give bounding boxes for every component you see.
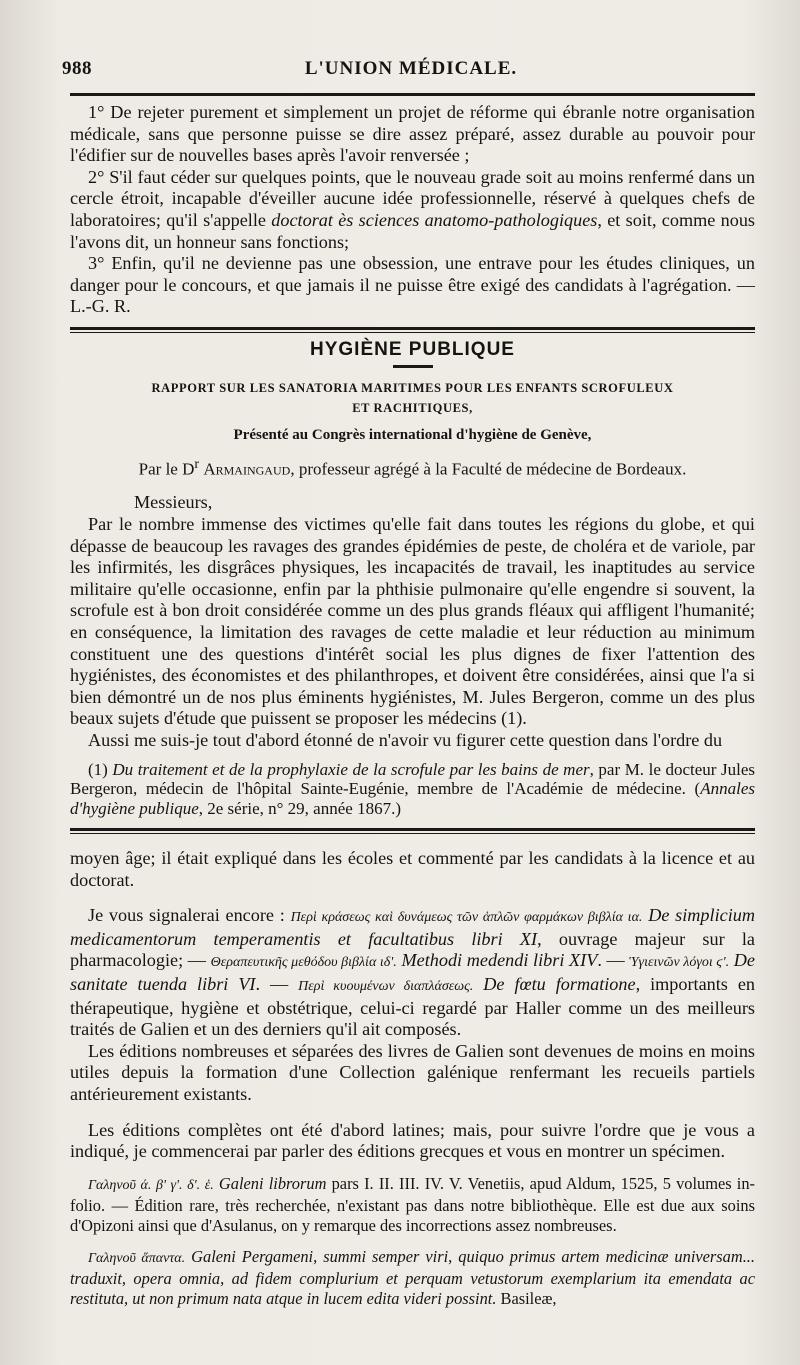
continuation-paragraph-4: Les éditions complètes ont été d'abord latines; mais, pour suivre l'ordre que je vous a indiqué, je commencerai par parler des éditions grecques et vous en montrer un spécimen. xyxy=(70,1119,755,1162)
page-break-divider xyxy=(70,828,755,834)
continuation-paragraph-1: moyen âge; il était expliqué dans les écoles et commenté par les candidats à la licence et au doctorat. xyxy=(70,848,755,890)
author-affiliation: , professeur agrégé à la Faculté de médecine de Bordeaux. xyxy=(290,459,687,479)
intro-paragraph-3: 3° Enfin, qu'il ne devienne pas une obsession, une entrave pour les études cliniques, un danger pour le concours, et que jamais il ne puisse être exigé des candidats à l'agrégation. — L.-G. R. xyxy=(70,253,755,317)
intro-paragraph-1: 1° De rejeter purement et simplement un projet de réforme qui ébranle notre organisation médicale, sans que personne puisse se dire assez préparé, assez durable au pouvoir pour l'édifier sur de nouvelles bases après l'avoir renversée ; xyxy=(70,102,755,166)
biblio-1-greek: Γαληνοῦ ά. β' γ'. δ'. ἑ. xyxy=(88,1177,214,1193)
continuation-paragraph-3: Les éditions nombreuses et séparées des livres de Galien sont devenues de moins en moins utiles depuis la formation d'une Collection galénique renfermant les recueils partiels antérieurement existants. xyxy=(70,1040,755,1104)
intro-p2-text-b: , et soit, comme nous l'avons dit, un honneur sans fonctions; xyxy=(70,209,756,252)
footnote-title: Du traitement et de la prophylaxie de la scrofule par les bains de mer xyxy=(112,759,590,779)
biblio-1-text: pars I. II. III. IV. V. Venetiis, apud Aldum, 1525, 5 volumes in-folio. — Édition rare, très recherchée, n'existant pas dans notre bibliothèque. Elle est due aux soins d'Opizoni ainsi que d'Asulanus, on y remarque des incorrections assez nombreuses. xyxy=(70,1173,756,1235)
author-line xyxy=(70,454,755,480)
cont-p2-f: De sanitate tuenda libri VI xyxy=(70,950,756,994)
cont-p2-h: De fœtu formatione xyxy=(473,973,636,994)
cont-p2-b: De simplicium medicamentorum temperamentis et facultatibus libri XI xyxy=(70,905,755,949)
section-title: HYGIÈNE PUBLIQUE xyxy=(310,338,515,360)
cont-p2-g: . — xyxy=(255,973,299,994)
cont-p2-e: . — xyxy=(597,950,630,971)
break-rule-thick xyxy=(70,828,755,831)
cont-p2-i: , importants en thérapeutique, hygiène et obstétrique, celui-ci regardé par Haller comme un des meilleurs traités de Galien et un des derniers qu'il ait composés. xyxy=(70,973,755,1040)
break-rule-thin xyxy=(70,833,755,834)
section-divider xyxy=(70,327,755,333)
page-number: 988 xyxy=(62,58,92,79)
presented-line: Présenté au Congrès international d'hygiène de Genève, xyxy=(233,426,592,443)
biblio-2-greek: Γαληνοῦ ἅπαντα. xyxy=(88,1250,186,1266)
page-header xyxy=(62,58,760,86)
section-rule-thin xyxy=(70,332,755,333)
cont-p2-d: Methodi medendi libri XIV xyxy=(396,950,598,971)
speech-paragraph-1: Par le nombre immense des victimes qu'elle fait dans toutes les régions du globe, et qui dépasse de beaucoup les ravages des grandes épidémies de peste, de choléra et de variole, par les infirmités, les disgrâces physiques, les incapacités de travail, les inaptitudes au service militaire qu'elle occasionne, enfin par la phthisie pulmonaire qu'elle engendre si souvent, la scrofule est à bon droit considérée comme un des plus grands fléaux qui affligent l'humanité; en conséquence, la limitation des ravages de cette maladie et leur réduction au minimum constituent une des questions d'intérêt social les plus dignes de fixer l'attention des hygiénistes, des économistes et des philanthropes, et doivent être considérées, ainsi que l'a si bien démontré un de nos plus éminents hygiénistes, M. Jules Bergeron, comme un des plus beaux sujets d'étude que puissent se proposer les médecins (1). xyxy=(70,513,755,729)
cont-p2-a: Je vous signalerai encore : xyxy=(88,905,291,926)
biblio-2-title: Galeni Pergameni, summi semper viri, quiquo primus artem medicinæ universam... traduxit, opera omnia, ad fidem complurium et perquam vetustorum exemplarium ita emendata ac restituta, ut non primum nata atque in lucem edita videri possint. xyxy=(70,1246,755,1308)
biblio-2-text: Basileæ, xyxy=(496,1288,557,1308)
footnote-text-2: , 2e série, n° 29, année 1867.) xyxy=(198,798,401,818)
continuation-paragraph-2 xyxy=(70,905,755,1041)
report-title-line-2: ET RACHITIQUES, xyxy=(352,400,473,415)
article-body xyxy=(70,102,755,1309)
cont-p2-greek-1: Περὶ κράσεως καὶ δυνάμεως τῶν ἁπλῶν φαρμάκων βιβλία ια. xyxy=(290,910,643,926)
author-prefix: Par le D xyxy=(138,459,195,479)
intro-paragraph-2 xyxy=(70,167,755,253)
cont-p2-greek-3: Ὑγιεινῶν λόγοι ϛ'. xyxy=(629,955,730,971)
footnote-text-1: , par M. le docteur Jules Bergeron, médecin de l'hôpital Sainte-Eugénie, membre de l'Académie de médecine. ( xyxy=(70,759,755,798)
author-prefix-sup: r xyxy=(194,456,200,473)
title-underline xyxy=(393,365,433,368)
running-title: L'UNION MÉDICALE. xyxy=(304,58,518,79)
header-rule xyxy=(70,93,755,96)
report-title xyxy=(70,378,755,418)
report-title-line-1: RAPPORT SUR LES SANATORIA MARITIMES POUR LES ENFANTS SCROFULEUX xyxy=(151,380,674,395)
salutation: Messieurs, xyxy=(134,492,213,513)
speech-paragraph-2: Aussi me suis-je tout d'abord étonné de n'avoir vu figurer cette question dans l'ordre du xyxy=(88,729,723,750)
footnote-journal: Annales d'hygiène publique xyxy=(70,779,755,818)
cont-p2-greek-4: Περὶ κυουμένων διαπλάσεως. xyxy=(298,978,474,994)
footnote-number: (1) xyxy=(88,759,113,779)
footnote xyxy=(70,760,755,819)
author-name: Armaingaud xyxy=(203,459,291,479)
cont-p2-greek-2: Θεραπευτικῆς μεθόδου βιβλία ιδ'. xyxy=(210,955,397,971)
intro-p2-italic: doctorat ès sciences anatomo-pathologiques xyxy=(271,209,598,230)
intro-p2-text-a: 2° S'il faut céder sur quelques points, que le nouveau grade soit au moins renfermé dans un cercle étroit, incapable d'éveiller aucune idée professionnelle, réservé à quelques chefs de laboratoires; qu'il s'appelle xyxy=(70,166,755,230)
section-rule-thick xyxy=(70,327,755,330)
bibliography-entry-1 xyxy=(70,1174,755,1236)
bibliography-entry-2 xyxy=(70,1247,755,1309)
biblio-1-title: Galeni librorum xyxy=(213,1173,327,1193)
cont-p2-c: , ouvrage majeur sur la pharmacologie; — xyxy=(70,928,755,971)
